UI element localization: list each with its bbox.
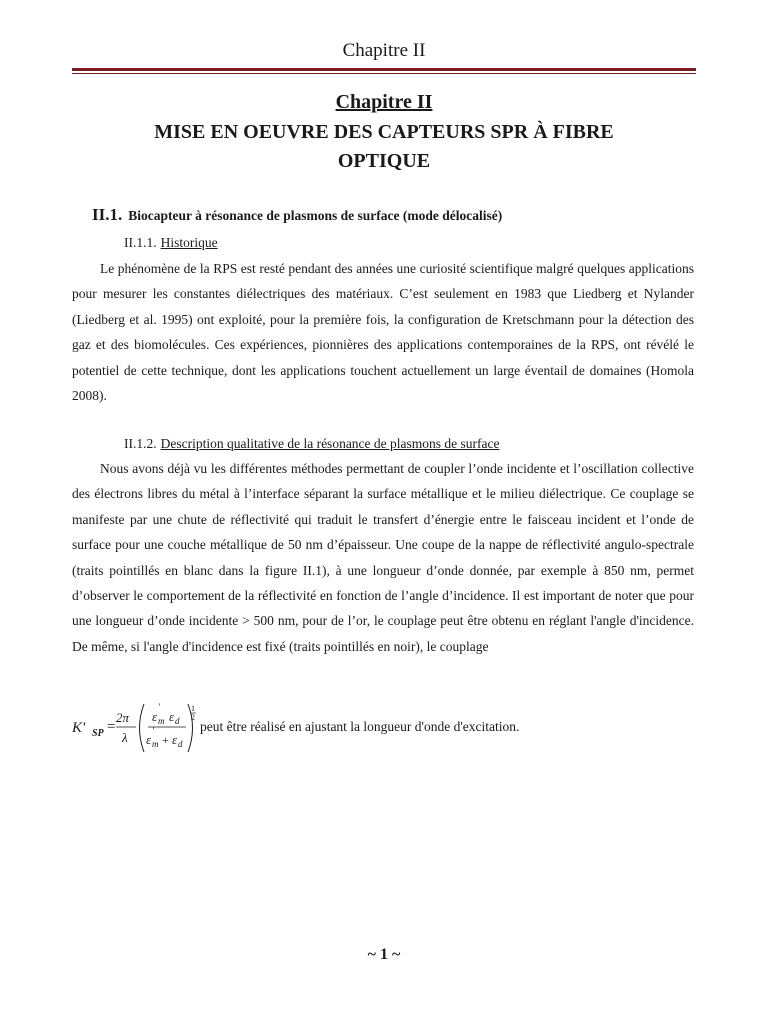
subsection-title: Description qualitative de la résonance de plasmons de surface bbox=[160, 436, 500, 451]
num-prime-m: ' bbox=[158, 702, 160, 712]
num-eps-m: ε bbox=[152, 709, 158, 724]
formula-k-prime: K' bbox=[72, 720, 86, 736]
section-title: Biocapteur à résonance de plasmons de surface (mode délocalisé) bbox=[128, 208, 503, 223]
header-rule-thin bbox=[72, 73, 696, 74]
exp-num: 1 bbox=[191, 704, 195, 713]
num-eps-d: ε bbox=[169, 709, 175, 724]
formula-sub-sp: SP bbox=[92, 728, 104, 739]
paragraph-description: Nous avons déjà vu les différentes méthodes permettant de coupler l’onde incidente et l’oscillation collective des électrons libres du métal à l’interface séparant la surface métallique et le milieu diélectrique. Ce couplage se manifeste par une chute de réflectivité qui traduit le transfert d’énergie entre le faisceau incident et l’onde de surface pour une couche métallique de 50 nm d’épaisseur. Une coupe de la nappe de réflectivité angulo-spectrale (traits pointillés en blanc dans la figure II.1), à une longueur d’onde donnée, par exemple à 850 nm, permet d’observer le comportement de la réflectivité en fonction de l’angle d’incidence. Il est important de noter que pour une longueur d’onde incidente > 500 nm, pour de l’or, le couplage peut être obtenu en réglant l'angle d'incidence. De même, si l'angle d'incidence est fixé (traits pointillés en noir), le couplage bbox=[72, 461, 694, 654]
den-eps-m: ε bbox=[146, 732, 152, 747]
formula-continuation-text: peut être réalisé en ajustant la longueur d'onde d'excitation. bbox=[200, 719, 520, 734]
exp-den: 2 bbox=[191, 713, 195, 722]
den-prime-m: ' bbox=[152, 726, 154, 736]
subsection-number: II.1.2. bbox=[124, 436, 157, 451]
subsection-title: Historique bbox=[160, 235, 218, 250]
formula-two-pi: 2π bbox=[116, 710, 130, 725]
den-plus: + bbox=[162, 733, 169, 747]
chapter-label: Chapitre II bbox=[335, 91, 433, 113]
section-heading bbox=[92, 205, 502, 225]
subsection-heading-description bbox=[124, 436, 500, 452]
den-sub-d: d bbox=[178, 739, 183, 749]
left-paren bbox=[140, 704, 145, 752]
num-sub-d: d bbox=[175, 716, 180, 726]
formula-lambda: λ bbox=[122, 730, 128, 745]
den-sub-m: m bbox=[152, 739, 159, 749]
running-header-title: Chapitre II bbox=[342, 40, 426, 61]
den-eps-d: ε bbox=[172, 732, 178, 747]
subsection-number: II.1.1. bbox=[124, 235, 157, 250]
formula-equals: = bbox=[107, 719, 116, 735]
paragraph-historique: Le phénomène de la RPS est resté pendant des années une curiosité scientifique malgré quelques applications pour mesurer les constantes diélectriques des matériaux. C’est seulement en 1983 que Liedberg et Nylander (Liedberg et al. 1995) ont exploité, pour la première fois, la configuration de Kretschmann pour la détection des gaz et des biomolécules. Ces expériences, pionnières des applications contemporaines de la RPS, ont révélé le potentiel de cette technique, dont les applications touchent actuellement un large éventail de domaines (Homola 2008). bbox=[72, 261, 694, 404]
section-number: II.1. bbox=[92, 205, 123, 224]
chapter-title: MISE EN OEUVRE DES CAPTEURS SPR À FIBRE OPTIQUE bbox=[154, 121, 614, 172]
page-number: ~ 1 ~ bbox=[367, 946, 401, 963]
subsection-heading-historique bbox=[124, 235, 218, 251]
header-rule-thick bbox=[72, 68, 696, 71]
num-sub-m: m bbox=[158, 716, 165, 726]
